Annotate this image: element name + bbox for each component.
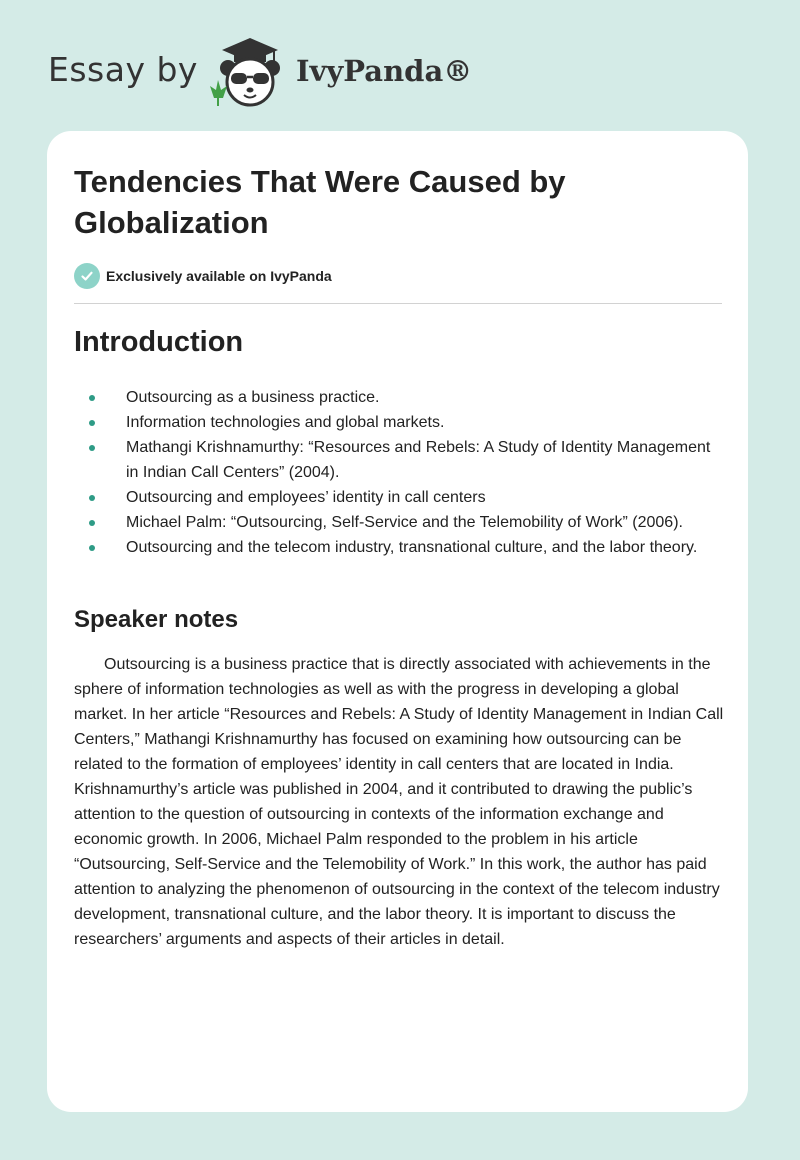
essay-by-label: Essay by [48,50,198,89]
ivypanda-wordmark[interactable]: IvyPanda® [296,54,473,88]
essay-card [47,131,748,1112]
exclusive-badge [74,263,332,289]
bullet-item: Outsourcing as a business practice. [74,385,722,410]
bullet-item: Outsourcing and the telecom industry, transnational culture, and the labor theory. [74,535,722,560]
site-header [48,30,473,110]
exclusive-label: Exclusively available on IvyPanda [106,268,332,284]
ivypanda-logo[interactable] [200,30,300,110]
speaker-notes-heading: Speaker notes [74,606,239,633]
bullet-item: Outsourcing and employees’ identity in call centers [74,485,722,510]
bullet-item: Information technologies and global markets. [74,410,722,435]
introduction-bullet-list [74,385,722,560]
speaker-notes-paragraph: Outsourcing is a business practice that is directly associated with achievements in the sphere of information technologies as well as with the progress in developing a global market. In her article “Resources and Rebels: A Study of Identity Management in Indian Call Centers,” Mathangi Krishnamurthy has focused on examining how outsourcing can be related to the formation of employees’ identity in call centers that are located in India. Krishnamurthy’s article was published in 2004, and it contributed to drawing the public’s attention to the question of outsourcing in contexts of the information exchange and economic growth. In 2006, Michael Palm responded to the problem in his article “Outsourcing, Self-Service and the Telemobility of Work.” In this work, the author has paid attention to analyzing the phenomenon of outsourcing in the context of the telecom industry development, transnational culture, and the labor theory. It is important to discuss the researchers’ arguments and aspects of their articles in detail. [74,656,724,948]
title-divider [74,303,722,304]
check-icon [74,263,100,289]
bullet-item: Michael Palm: “Outsourcing, Self-Service and the Telemobility of Work” (2006). [74,510,722,535]
panda-graduate-icon [200,30,300,110]
essay-title: Tendencies That Were Caused by Globalization [74,164,566,240]
introduction-heading: Introduction [74,326,244,358]
bullet-item: Mathangi Krishnamurthy: “Resources and Rebels: A Study of Identity Management in Indian Call Centers” (2004). [74,435,722,485]
